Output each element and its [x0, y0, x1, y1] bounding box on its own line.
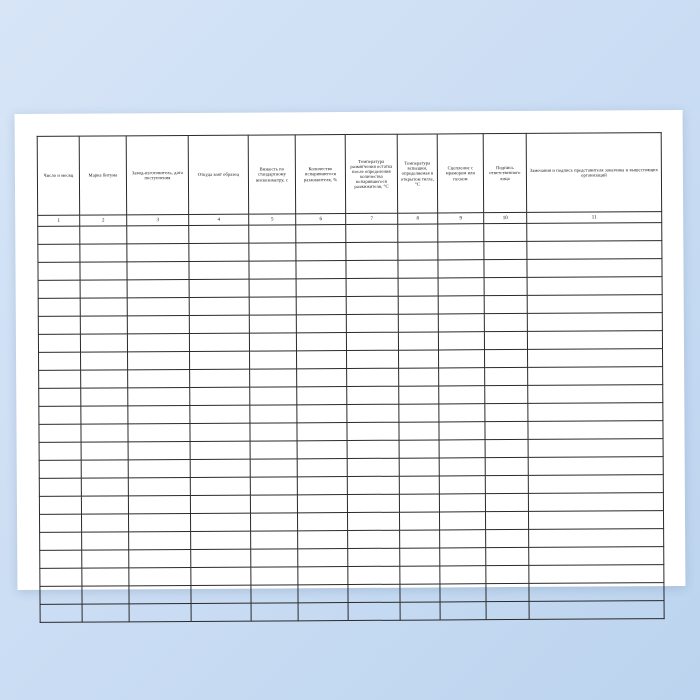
table-cell-blank — [347, 512, 399, 530]
table-cell-blank — [398, 260, 438, 278]
table-cell-blank — [347, 476, 399, 494]
table-cell-blank — [296, 297, 346, 315]
column-number-cell: 10 — [484, 212, 527, 223]
table-cell-blank — [190, 459, 250, 477]
table-cell-blank — [189, 225, 249, 243]
table-cell-blank — [527, 295, 662, 314]
table-cell-blank — [127, 279, 189, 297]
table-cell-blank — [129, 585, 191, 603]
table-cell-blank — [190, 495, 250, 513]
table-cell-blank — [484, 313, 527, 331]
column-header-viscosity-label: Вязкость по стандартному вискозиметру, с — [255, 166, 288, 183]
column-header-date-label: Число и месяц — [43, 173, 74, 179]
table-cell-blank — [527, 349, 662, 368]
table-cell-blank — [485, 493, 528, 511]
column-header-softening-temperature-label: Температура размягчения остатка после определения количества испарившегося разжижителя, °С — [350, 158, 393, 190]
table-cell-blank — [81, 352, 128, 370]
table-cell-blank — [347, 386, 399, 404]
table-cell-blank — [81, 496, 128, 514]
table-cell-blank — [128, 477, 190, 495]
table-cell-blank — [81, 388, 128, 406]
table-cell-blank — [484, 241, 527, 259]
table-cell-blank — [347, 422, 399, 440]
table-cell-blank — [438, 242, 484, 260]
table-cell-blank — [485, 403, 528, 421]
table-cell-blank — [189, 261, 249, 279]
table-cell-blank — [128, 513, 190, 531]
table-cell-blank — [249, 297, 296, 315]
table-cell-blank — [347, 350, 399, 368]
journal-table — [37, 132, 665, 623]
column-header-bitumen-grade-label: Марка битума — [88, 172, 118, 179]
column-header-flash-temperature-label: Температура вспышки, определяемая в открытом тигле, °С — [400, 160, 434, 187]
column-header-evaporated-thinner-label: Количество испарившегося разжижителя, % — [303, 166, 338, 182]
table-cell-blank — [440, 584, 486, 602]
table-cell-blank — [82, 532, 129, 550]
table-cell-blank — [249, 315, 296, 333]
table-cell-blank — [249, 333, 296, 351]
table-cell-blank — [189, 243, 249, 261]
table-cell-blank — [297, 459, 347, 477]
table-cell-blank — [191, 531, 251, 549]
table-cell-blank — [81, 406, 128, 424]
table-cell-blank — [80, 262, 127, 280]
table-cell-blank — [347, 494, 399, 512]
table-cell-blank — [347, 404, 399, 422]
table-cell-blank — [399, 350, 439, 368]
table-cell-blank — [399, 440, 439, 458]
table-cell-blank — [82, 604, 129, 622]
table-cell-blank — [399, 476, 439, 494]
table-cell-blank — [400, 602, 440, 620]
table-cell-blank — [80, 316, 127, 334]
table-cell-blank — [398, 242, 438, 260]
table-cell-blank — [485, 421, 528, 439]
table-cell-blank — [38, 334, 80, 352]
table-cell-blank — [528, 475, 663, 494]
table-cell-blank — [129, 531, 191, 549]
column-header-sample-origin-label: Откуда взят образец — [197, 172, 240, 178]
table-cell-blank — [190, 405, 250, 423]
table-cell-blank — [399, 458, 439, 476]
column-header-remarks — [526, 133, 661, 213]
table-cell-blank — [399, 368, 439, 386]
column-number-cell: 6 — [296, 214, 346, 225]
table-cell-blank — [527, 259, 662, 278]
table-cell-blank — [528, 493, 663, 512]
column-header-responsible-signature-label: Подпись ответственного лица — [489, 165, 521, 181]
table-cell-blank — [40, 532, 82, 550]
table-cell-blank — [438, 260, 484, 278]
table-cell-blank — [439, 404, 485, 422]
table-cell-blank — [296, 243, 346, 261]
table-cell-blank — [38, 262, 80, 280]
column-number-cell: 9 — [438, 213, 484, 224]
table-cell-blank — [191, 567, 251, 585]
table-cell-blank — [128, 387, 190, 405]
table-cell-blank — [298, 549, 348, 567]
table-cell-blank — [128, 423, 190, 441]
table-cell-blank — [39, 352, 81, 370]
table-cell-blank — [296, 333, 346, 351]
column-number-cell: 2 — [80, 215, 127, 226]
table-cell-blank — [439, 422, 485, 440]
table-cell-blank — [80, 226, 127, 244]
table-cell-blank — [485, 367, 528, 385]
table-cell-blank — [297, 369, 347, 387]
table-cell-blank — [400, 530, 440, 548]
table-cell-blank — [485, 439, 528, 457]
table-cell-blank — [529, 583, 664, 602]
table-cell-blank — [298, 567, 348, 585]
table-cell-blank — [527, 313, 662, 332]
table-cell-blank — [250, 423, 297, 441]
table-cell-blank — [529, 547, 664, 566]
column-header-flash-temperature — [397, 134, 437, 213]
table-cell-blank — [250, 459, 297, 477]
table-cell-blank — [346, 224, 398, 242]
table-cell-blank — [297, 351, 347, 369]
table-cell-blank — [298, 603, 348, 621]
column-number-cell: 4 — [189, 214, 249, 225]
table-cell-blank — [486, 601, 529, 619]
table-cell-blank — [346, 278, 398, 296]
table-cell-blank — [127, 261, 189, 279]
table-cell-blank — [190, 513, 250, 531]
table-cell-blank — [189, 279, 249, 297]
table-cell-blank — [250, 369, 297, 387]
table-cell-blank — [250, 441, 297, 459]
table-cell-blank — [484, 259, 527, 277]
table-cell-blank — [191, 585, 251, 603]
table-cell-blank — [81, 442, 128, 460]
table-cell-blank — [438, 278, 484, 296]
table-cell-blank — [528, 367, 663, 386]
table-cell-blank — [39, 496, 81, 514]
table-cell-blank — [80, 298, 127, 316]
table-cell-blank — [348, 566, 400, 584]
table-cell-blank — [346, 314, 398, 332]
table-cell-blank — [127, 297, 189, 315]
column-header-evaporated-thinner — [295, 135, 345, 214]
column-header-date — [37, 136, 79, 215]
table-cell-blank — [190, 423, 250, 441]
table-cell-blank — [249, 225, 296, 243]
table-cell-blank — [128, 441, 190, 459]
table-cell-blank — [439, 476, 485, 494]
table-cell-blank — [38, 244, 80, 262]
column-number-cell: 3 — [127, 214, 189, 225]
document-sheet — [15, 110, 686, 590]
table-cell-blank — [190, 369, 250, 387]
table-cell-blank — [439, 458, 485, 476]
table-cell-blank — [529, 565, 664, 584]
table-cell-blank — [296, 225, 346, 243]
table-cell-blank — [346, 260, 398, 278]
table-cell-blank — [80, 280, 127, 298]
table-cell-blank — [528, 457, 663, 476]
table-cell-blank — [398, 296, 438, 314]
column-number-cell: 5 — [249, 214, 296, 225]
table-cell-blank — [127, 333, 189, 351]
table-cell-blank — [440, 566, 486, 584]
table-cell-blank — [297, 513, 347, 531]
table-cell-blank — [81, 460, 128, 478]
column-header-remarks-label: Замечания и подпись представителя заказчика и вышестоящих организаций — [529, 166, 659, 178]
table-cell-blank — [484, 277, 527, 295]
table-cell-blank — [347, 440, 399, 458]
table-cell-blank — [80, 244, 127, 262]
table-cell-blank — [528, 511, 663, 530]
table-cell-blank — [250, 513, 297, 531]
table-cell-blank — [439, 350, 485, 368]
table-cell-blank — [298, 531, 348, 549]
table-cell-blank — [40, 550, 82, 568]
column-header-responsible-signature — [483, 133, 526, 212]
table-cell-blank — [39, 424, 81, 442]
table-cell-blank — [80, 334, 127, 352]
table-cell-blank — [128, 459, 190, 477]
table-cell-blank — [528, 385, 663, 404]
table-cell-blank — [296, 279, 346, 297]
table-cell-blank — [297, 387, 347, 405]
table-cell-blank — [399, 386, 439, 404]
table-cell-blank — [189, 333, 249, 351]
table-cell-blank — [127, 225, 189, 243]
table-cell-blank — [190, 387, 250, 405]
table-cell-blank — [439, 494, 485, 512]
table-cell-blank — [127, 315, 189, 333]
table-cell-blank — [485, 385, 528, 403]
column-number-cell: 11 — [527, 212, 662, 224]
table-cell-blank — [440, 548, 486, 566]
table-cell-blank — [127, 243, 189, 261]
table-cell-blank — [486, 547, 529, 565]
table-cell-blank — [190, 477, 250, 495]
table-cell-blank — [400, 548, 440, 566]
journal-table-container — [37, 132, 664, 623]
table-cell-blank — [486, 529, 529, 547]
table-cell-blank — [39, 388, 81, 406]
table-cell-blank — [82, 568, 129, 586]
table-cell-blank — [251, 567, 298, 585]
table-cell-blank — [529, 529, 664, 548]
table-cell-blank — [439, 368, 485, 386]
column-header-manufacturer — [126, 135, 188, 214]
table-cell-blank — [39, 406, 81, 424]
table-cell-blank — [128, 351, 190, 369]
table-cell-blank — [486, 583, 529, 601]
table-cell-blank — [438, 224, 484, 242]
table-cell-blank — [81, 478, 128, 496]
table-cell-blank — [297, 441, 347, 459]
table-cell-blank — [346, 332, 398, 350]
table-header-row — [37, 133, 661, 216]
table-cell-blank — [398, 278, 438, 296]
table-cell-blank — [39, 514, 81, 532]
table-cell-blank — [129, 549, 191, 567]
table-cell-blank — [438, 296, 484, 314]
column-header-manufacturer-label: Завод-изготовитель, дата поступления — [131, 169, 183, 181]
table-cell-blank — [527, 223, 662, 242]
table-cell-blank — [484, 331, 527, 349]
table-cell-blank — [38, 226, 80, 244]
table-cell-blank — [399, 512, 439, 530]
table-cell-blank — [39, 370, 81, 388]
table-cell-blank — [438, 314, 484, 332]
table-cell-blank — [348, 548, 400, 566]
table-body — [38, 223, 664, 623]
column-number-cell: 8 — [398, 213, 438, 224]
table-cell-blank — [297, 495, 347, 513]
table-cell-blank — [347, 368, 399, 386]
table-cell-blank — [81, 424, 128, 442]
table-cell-blank — [527, 277, 662, 296]
table-cell-blank — [189, 315, 249, 333]
column-header-sample-origin — [188, 135, 248, 214]
table-cell-blank — [39, 478, 81, 496]
table-cell-blank — [440, 530, 486, 548]
table-cell-blank — [129, 603, 191, 621]
column-number-cell: 1 — [38, 215, 80, 226]
table-cell-blank — [485, 475, 528, 493]
table-cell-blank — [128, 495, 190, 513]
table-cell-blank — [251, 531, 298, 549]
column-header-adhesion — [437, 134, 483, 213]
table-cell-blank — [528, 403, 663, 422]
table-cell-blank — [484, 295, 527, 313]
table-cell-blank — [250, 351, 297, 369]
table-cell-blank — [527, 331, 662, 350]
column-header-adhesion-label: Сцепление с мрамором или песком — [445, 165, 476, 181]
table-cell-blank — [39, 442, 81, 460]
table-cell-blank — [189, 297, 249, 315]
table-cell-blank — [398, 332, 438, 350]
table-cell-blank — [82, 550, 129, 568]
table-cell-blank — [38, 280, 80, 298]
table-cell-blank — [439, 386, 485, 404]
table-cell-blank — [128, 369, 190, 387]
table-cell-blank — [296, 315, 346, 333]
table-cell-blank — [251, 603, 298, 621]
table-cell-blank — [40, 568, 82, 586]
table-cell-blank — [484, 223, 527, 241]
table-cell-blank — [250, 387, 297, 405]
table-cell-blank — [191, 603, 251, 621]
table-cell-blank — [346, 296, 398, 314]
table-row — [40, 601, 664, 623]
table-cell-blank — [40, 586, 82, 604]
table-cell-blank — [399, 494, 439, 512]
table-cell-blank — [129, 567, 191, 585]
table-cell-blank — [297, 405, 347, 423]
table-cell-blank — [399, 422, 439, 440]
column-header-bitumen-grade — [79, 136, 126, 215]
table-cell-blank — [39, 460, 81, 478]
table-cell-blank — [486, 565, 529, 583]
table-cell-blank — [439, 440, 485, 458]
table-cell-blank — [250, 477, 297, 495]
table-cell-blank — [529, 601, 664, 620]
table-cell-blank — [82, 586, 129, 604]
table-cell-blank — [348, 530, 400, 548]
table-cell-blank — [485, 457, 528, 475]
table-cell-blank — [81, 514, 128, 532]
table-cell-blank — [527, 241, 662, 260]
table-cell-blank — [298, 585, 348, 603]
table-cell-blank — [400, 584, 440, 602]
table-cell-blank — [439, 512, 485, 530]
table-cell-blank — [249, 279, 296, 297]
table-cell-blank — [398, 224, 438, 242]
table-cell-blank — [485, 349, 528, 367]
table-cell-blank — [297, 423, 347, 441]
table-cell-blank — [251, 549, 298, 567]
table-cell-blank — [296, 261, 346, 279]
table-cell-blank — [398, 314, 438, 332]
table-cell-blank — [250, 405, 297, 423]
table-cell-blank — [399, 404, 439, 422]
table-cell-blank — [250, 495, 297, 513]
table-cell-blank — [528, 421, 663, 440]
column-header-softening-temperature — [345, 134, 397, 213]
table-cell-blank — [348, 602, 400, 620]
table-cell-blank — [38, 298, 80, 316]
column-header-viscosity — [248, 135, 295, 214]
table-cell-blank — [400, 566, 440, 584]
table-cell-blank — [191, 549, 251, 567]
table-cell-blank — [485, 511, 528, 529]
table-cell-blank — [297, 477, 347, 495]
table-cell-blank — [528, 439, 663, 458]
table-cell-blank — [251, 585, 298, 603]
table-cell-blank — [348, 584, 400, 602]
table-cell-blank — [347, 458, 399, 476]
table-cell-blank — [38, 316, 80, 334]
table-cell-blank — [346, 242, 398, 260]
table-cell-blank — [81, 370, 128, 388]
table-cell-blank — [128, 405, 190, 423]
table-cell-blank — [40, 604, 82, 622]
table-cell-blank — [438, 332, 484, 350]
column-number-cell: 7 — [346, 213, 398, 224]
table-cell-blank — [190, 441, 250, 459]
table-cell-blank — [249, 261, 296, 279]
table-cell-blank — [249, 243, 296, 261]
table-cell-blank — [190, 351, 250, 369]
table-cell-blank — [440, 602, 486, 620]
